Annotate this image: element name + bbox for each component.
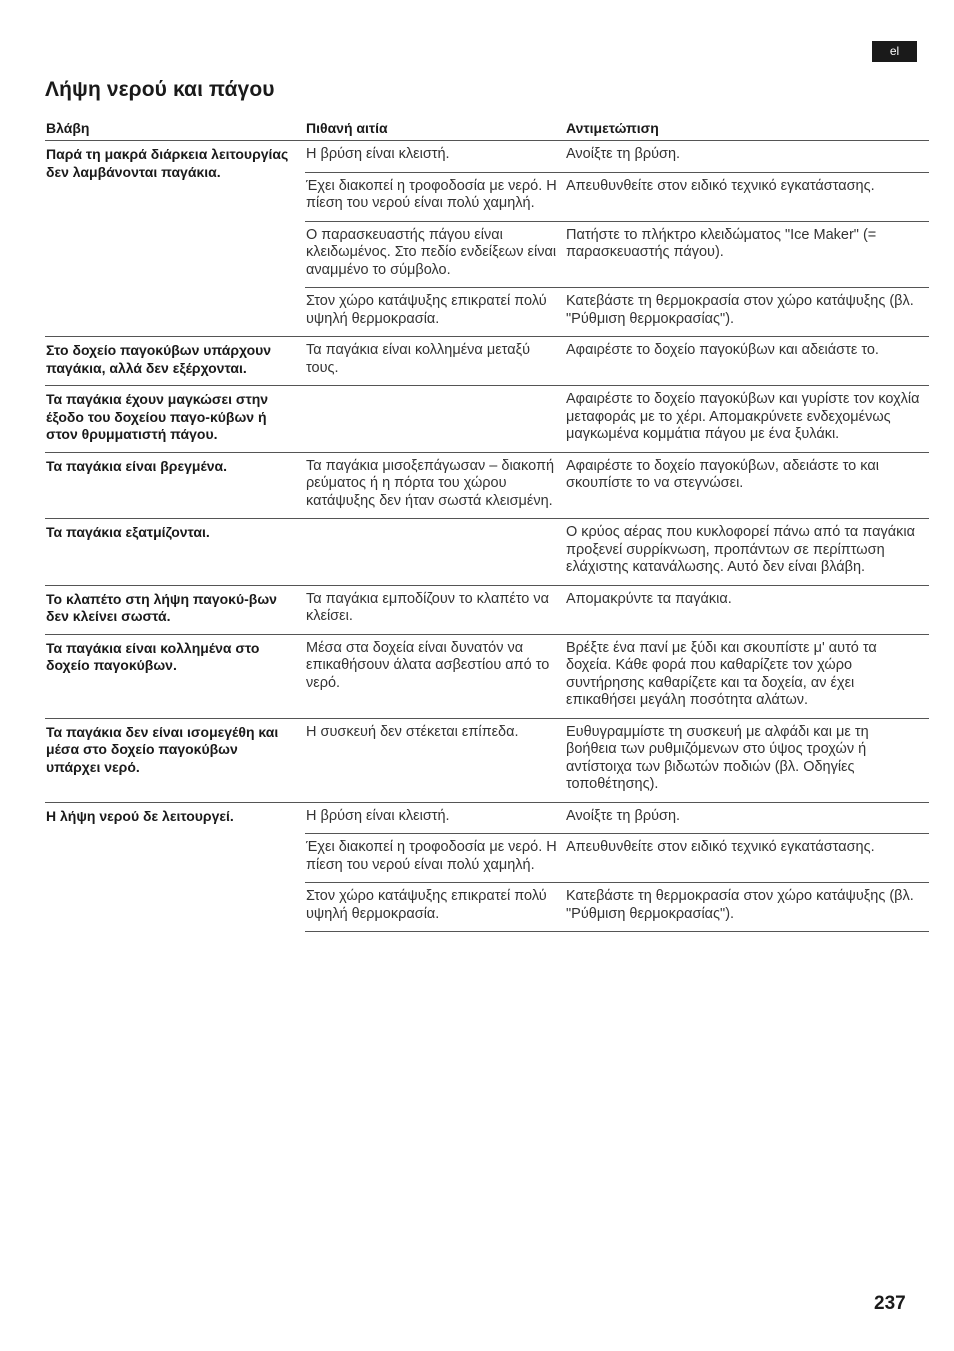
remedy-cell: Απευθυνθείτε στον ειδικό τεχνικό εγκατάστασης. xyxy=(565,172,929,221)
cause-cell: Η συσκευή δεν στέκεται επίπεδα. xyxy=(305,718,565,802)
page-number: 237 xyxy=(874,1293,906,1314)
column-header-fault: Βλάβη xyxy=(45,114,305,141)
remedy-cell: Αφαιρέστε το δοχείο παγοκύβων και αδειάστε το. xyxy=(565,337,929,386)
cause-cell: Η βρύση είναι κλειστή. xyxy=(305,141,565,173)
cause-cell: Η βρύση είναι κλειστή. xyxy=(305,802,565,834)
fault-cell: Το κλαπέτο στη λήψη παγοκύ-βων δεν κλείνει σωστά. xyxy=(45,585,305,634)
remedy-cell: Βρέξτε ένα πανί με ξύδι και σκουπίστε μ' αυτό τα δοχεία. Κάθε φορά που καθαρίζετε τον χώρο συντήρησης καθαρίζετε και τα δοχεία, αν έχει επικαθήσει μεγάλη ποσότητα αλάτων. xyxy=(565,634,929,718)
cause-cell: Στον χώρο κατάψυξης επικρατεί πολύ υψηλή θερμοκρασία. xyxy=(305,288,565,337)
table-row xyxy=(45,337,929,386)
column-header-cause: Πιθανή αιτία xyxy=(305,114,565,141)
table-row xyxy=(45,386,929,453)
remedy-cell: Αφαιρέστε το δοχείο παγοκύβων και γυρίστε τον κοχλία μεταφοράς με το χέρι. Απομακρύνετε ενδεχομένως μαγκωμένα κομμάτια πάγου με ένα ξυλάκι. xyxy=(565,386,929,453)
fault-cell: Παρά τη μακρά διάρκεια λειτουργίας δεν λαμβάνονται παγάκια. xyxy=(45,141,305,337)
cause-cell: Ο παρασκευαστής πάγου είναι κλειδωμένος. Στο πεδίο ενδείξεων είναι αναμμένο το σύμβολο. xyxy=(305,221,565,288)
cause-cell: Έχει διακοπεί η τροφοδοσία με νερό. Η πίεση του νερού είναι πολύ χαμηλή. xyxy=(305,834,565,883)
remedy-cell: Πατήστε το πλήκτρο κλειδώματος "Ice Maker" (= παρασκευαστής πάγου). xyxy=(565,221,929,288)
table-row xyxy=(45,718,929,802)
page-title: Λήψη νερού και πάγου xyxy=(45,78,275,101)
remedy-cell: Ανοίξτε τη βρύση. xyxy=(565,141,929,173)
fault-cell: Τα παγάκια είναι κολλημένα στο δοχείο παγοκύβων. xyxy=(45,634,305,718)
remedy-cell: Απευθυνθείτε στον ειδικό τεχνικό εγκατάστασης. xyxy=(565,834,929,883)
cause-cell xyxy=(305,386,565,453)
table-row xyxy=(45,802,929,834)
table-row xyxy=(45,585,929,634)
cause-cell: Τα παγάκια είναι κολλημένα μεταξύ τους. xyxy=(305,337,565,386)
fault-cell: Τα παγάκια εξατμίζονται. xyxy=(45,519,305,586)
remedy-cell: Ανοίξτε τη βρύση. xyxy=(565,802,929,834)
cause-cell: Τα παγάκια εμποδίζουν το κλαπέτο να κλείσει. xyxy=(305,585,565,634)
language-badge: el xyxy=(872,41,917,62)
remedy-cell: Απομακρύντε τα παγάκια. xyxy=(565,585,929,634)
remedy-cell: Αφαιρέστε το δοχείο παγοκύβων, αδειάστε το και σκουπίστε το να στεγνώσει. xyxy=(565,452,929,519)
column-header-remedy: Αντιμετώπιση xyxy=(565,114,929,141)
fault-cell: Η λήψη νερού δε λειτουργεί. xyxy=(45,802,305,932)
table-row xyxy=(45,452,929,519)
remedy-cell: Ο κρύος αέρας που κυκλοφορεί πάνω από τα παγάκια προξενεί συρρίκνωση, προπάντων σε περίπτωση ελάχιστης κατανάλωσης. Αυτό δεν είναι βλάβη. xyxy=(565,519,929,586)
remedy-cell: Κατεβάστε τη θερμοκρασία στον χώρο κατάψυξης (βλ. "Ρύθμιση θερμοκρασίας"). xyxy=(565,288,929,337)
fault-cell: Τα παγάκια δεν είναι ισομεγέθη και μέσα στο δοχείο παγοκύβων υπάρχει νερό. xyxy=(45,718,305,802)
cause-cell xyxy=(305,519,565,586)
cause-cell: Στον χώρο κατάψυξης επικρατεί πολύ υψηλή θερμοκρασία. xyxy=(305,883,565,932)
cause-cell: Μέσα στα δοχεία είναι δυνατόν να επικαθήσουν άλατα ασβεστίου από το νερό. xyxy=(305,634,565,718)
table-row xyxy=(45,141,929,173)
troubleshooting-table xyxy=(45,114,929,932)
table-header-row xyxy=(45,114,929,141)
cause-cell: Έχει διακοπεί η τροφοδοσία με νερό. Η πίεση του νερού είναι πολύ χαμηλή. xyxy=(305,172,565,221)
table-row xyxy=(45,634,929,718)
fault-cell: Στο δοχείο παγοκύβων υπάρχουν παγάκια, αλλά δεν εξέρχονται. xyxy=(45,337,305,386)
cause-cell: Τα παγάκια μισοξεπάγωσαν – διακοπή ρεύματος ή η πόρτα του χώρου κατάψυξης δεν ήταν σωστά κλεισμένη. xyxy=(305,452,565,519)
table-row xyxy=(45,519,929,586)
fault-cell: Τα παγάκια έχουν μαγκώσει στην έξοδο του δοχείου παγο-κύβων ή στον θρυμματιστή πάγου. xyxy=(45,386,305,453)
remedy-cell: Κατεβάστε τη θερμοκρασία στον χώρο κατάψυξης (βλ. "Ρύθμιση θερμοκρασίας"). xyxy=(565,883,929,932)
remedy-cell: Ευθυγραμμίστε τη συσκευή με αλφάδι και με τη βοήθεια των ρυθμιζόμενων στο ύψος τροχών ή αντίστοιχα των βιδωτών ποδιών (βλ. Οδηγίες τοποθέτησης). xyxy=(565,718,929,802)
fault-cell: Τα παγάκια είναι βρεγμένα. xyxy=(45,452,305,519)
